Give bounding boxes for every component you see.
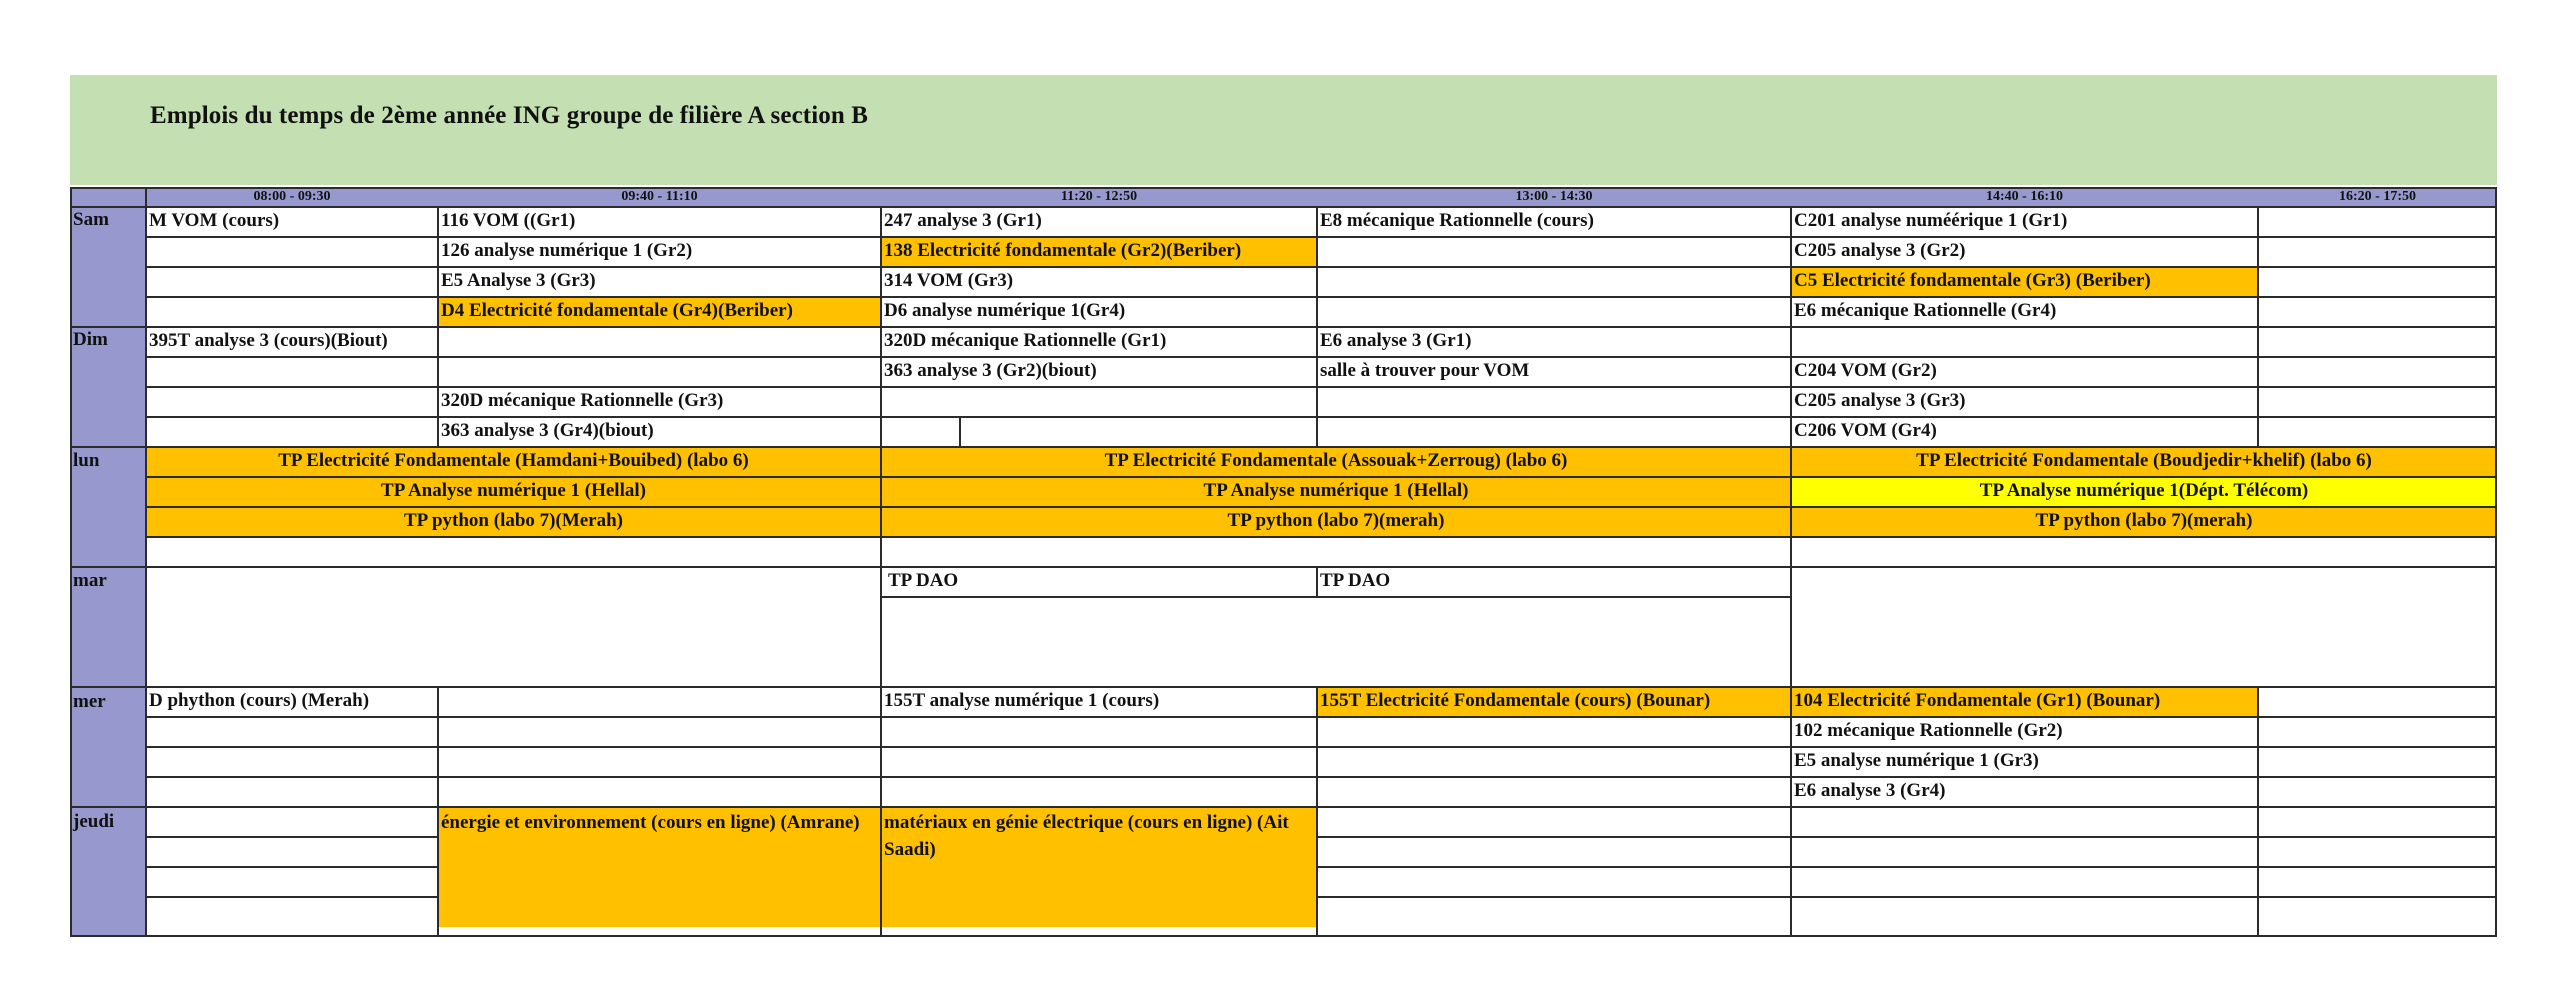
grid-line	[959, 417, 961, 447]
grid-line	[437, 687, 439, 807]
grid-line	[70, 206, 2497, 208]
sam-r1-c4: E8 mécanique Rationnelle (cours)	[1320, 210, 1594, 231]
grid-line	[1316, 807, 1318, 937]
grid-line	[1317, 836, 2497, 838]
grid-line	[70, 566, 2497, 568]
time-slot-4: 13:00 - 14:30	[1515, 189, 1593, 204]
day-label-jeudi: jeudi	[73, 811, 115, 832]
time-slot-1: 08:00 - 09:30	[253, 189, 331, 204]
time-slot-3: 11:20 - 12:50	[1060, 189, 1138, 204]
grid-line	[1790, 807, 1792, 937]
sam-r4-c5: E6 mécanique Rationnelle (Gr4)	[1794, 300, 2057, 321]
grid-line	[2257, 687, 2259, 807]
grid-line	[146, 866, 438, 868]
sam-r3-c2: E5 Analyse 3 (Gr3)	[441, 270, 596, 291]
sam-r3-c3: 314 VOM (Gr3)	[884, 270, 1014, 291]
sam-r4-c3: D6 analyse numérique 1(Gr4)	[884, 300, 1126, 321]
time-slot-5: 14:40 - 16:10	[1986, 189, 2063, 204]
dim-r4-c2: 363 analyse 3 (Gr4)(biout)	[441, 420, 654, 441]
grid-line	[881, 596, 1791, 598]
mer-r2-c5: 102 mécanique Rationnelle (Gr2)	[1794, 720, 2063, 741]
mar-c3: TP DAO	[888, 570, 959, 591]
grid-line	[880, 687, 882, 807]
timetable-grid	[70, 187, 2497, 937]
grid-line	[1316, 207, 1318, 447]
page-title: Emplois du temps de 2ème année ING groupe de filière A section B	[150, 102, 868, 129]
grid-line	[70, 446, 2497, 448]
grid-line	[146, 536, 2497, 538]
mer-r1-c5: 104 Electricité Fondamentale (Gr1) (Bounar)	[1794, 690, 2161, 711]
jeudi-c2: énergie et environnement (cours en ligne) (Amrane)	[441, 812, 860, 833]
mer-r3-c5: E5 analyse numérique 1 (Gr3)	[1794, 750, 2039, 771]
grid-line	[146, 356, 2497, 358]
lun-r3-c: TP python (labo 7)(merah)	[2035, 510, 2253, 531]
sam-r1-c5: C201 analyse numéérique 1 (Gr1)	[1794, 210, 2068, 231]
grid-line	[145, 187, 147, 937]
grid-line	[70, 187, 2497, 189]
grid-line	[146, 296, 2497, 298]
title-band	[70, 75, 2497, 185]
grid-line	[70, 806, 2497, 808]
grid-line	[146, 716, 2497, 718]
grid-line	[70, 187, 72, 937]
grid-line	[880, 807, 882, 937]
grid-line	[146, 476, 2497, 478]
grid-line	[146, 236, 2497, 238]
lun-r1-b: TP Electricité Fondamentale (Assouak+Zerroug) (labo 6)	[1104, 450, 1568, 471]
lun-r3-a: TP python (labo 7)(Merah)	[403, 510, 624, 531]
mar-c4: TP DAO	[1320, 570, 1391, 591]
grid-line	[70, 686, 2497, 688]
grid-line	[2495, 187, 2497, 937]
mer-r4-c5: E6 analyse 3 (Gr4)	[1794, 780, 1946, 801]
grid-line	[1317, 896, 2497, 898]
grid-line	[146, 416, 2497, 418]
day-label-mar: mar	[73, 570, 107, 591]
lun-r2-b: TP Analyse numérique 1 (Hellal)	[1203, 480, 1469, 501]
sam-r1-c1: M VOM (cours)	[149, 210, 280, 231]
grid-line	[146, 506, 2497, 508]
grid-line	[70, 326, 2497, 328]
grid-line	[146, 266, 2497, 268]
sam-r1-c2: 116 VOM ((Gr1)	[441, 210, 576, 231]
dim-r3-c5: C205 analyse 3 (Gr3)	[1794, 390, 1966, 411]
sam-r3-c5: C5 Electricité fondamentale (Gr3) (Beriber)	[1794, 270, 2151, 291]
grid-line	[2257, 807, 2259, 937]
day-label-sam: Sam	[73, 209, 109, 230]
dim-r1-c1: 395T analyse 3 (cours)(Biout)	[149, 330, 388, 351]
mer-r1-c4: 155T Electricité Fondamentale (cours) (Bounar)	[1320, 690, 1711, 711]
lun-r2-c: TP Analyse numérique 1(Dépt. Télécom)	[1979, 480, 2309, 501]
lun-r1-a: TP Electricité Fondamentale (Hamdani+Bouibed) (labo 6)	[278, 450, 749, 471]
sam-r4-c2: D4 Electricité fondamentale (Gr4)(Beriber)	[441, 300, 793, 321]
grid-line	[2257, 207, 2259, 447]
jeudi-c3: matériaux en génie électrique (cours en ligne) (Ait Saadi)	[884, 812, 1289, 860]
lun-r1-c: TP Electricité Fondamentale (Boudjedir+khelif) (labo 6)	[1916, 450, 2372, 471]
grid-line	[146, 386, 2497, 388]
grid-line	[880, 447, 882, 567]
day-label-dim: Dim	[73, 329, 108, 350]
mer-r1-c1: D phython (cours) (Merah)	[149, 690, 370, 711]
grid-line	[1790, 207, 1792, 447]
grid-line	[437, 807, 439, 937]
grid-line	[146, 746, 2497, 748]
sam-r2-c3: 138 Electricité fondamentale (Gr2)(Beriber)	[884, 240, 1242, 261]
sam-r1-c3: 247 analyse 3 (Gr1)	[884, 210, 1042, 231]
lun-r2-a: TP Analyse numérique 1 (Hellal)	[381, 480, 646, 501]
grid-line	[1790, 687, 1792, 807]
grid-line	[146, 896, 438, 898]
grid-line	[70, 935, 2497, 937]
lun-r3-b: TP python (labo 7)(merah)	[1227, 510, 1445, 531]
dim-r2-c5: C204 VOM (Gr2)	[1794, 360, 1937, 381]
sam-r2-c5: C205 analyse 3 (Gr2)	[1794, 240, 1966, 261]
dim-r2-c4: salle à trouver pour VOM	[1320, 360, 1530, 381]
sam-r2-c2: 126 analyse numérique 1 (Gr2)	[441, 240, 693, 261]
grid-line	[880, 567, 882, 687]
grid-line	[1790, 567, 1792, 687]
time-slot-2: 09:40 - 11:10	[621, 189, 698, 204]
grid-line	[880, 207, 882, 447]
grid-line	[146, 836, 438, 838]
day-label-mer: mer	[73, 691, 106, 712]
grid-line	[146, 776, 2497, 778]
mer-r1-c3: 155T analyse numérique 1 (cours)	[884, 690, 1160, 711]
dim-r1-c4: E6 analyse 3 (Gr1)	[1320, 330, 1472, 351]
grid-line	[1316, 687, 1318, 807]
grid-line	[1790, 447, 1792, 567]
grid-line	[437, 207, 439, 447]
dim-r1-c3: 320D mécanique Rationnelle (Gr1)	[884, 330, 1167, 351]
dim-r3-c2: 320D mécanique Rationnelle (Gr3)	[441, 390, 724, 411]
dim-r2-c3: 363 analyse 3 (Gr2)(biout)	[884, 360, 1097, 381]
day-label-lun: lun	[73, 450, 100, 471]
dim-r4-c5: C206 VOM (Gr4)	[1794, 420, 1937, 441]
grid-line	[1317, 866, 2497, 868]
grid-line	[1316, 567, 1318, 597]
time-slot-6: 16:20 - 17:50	[2339, 189, 2416, 204]
timetable-sheet	[70, 75, 2497, 937]
